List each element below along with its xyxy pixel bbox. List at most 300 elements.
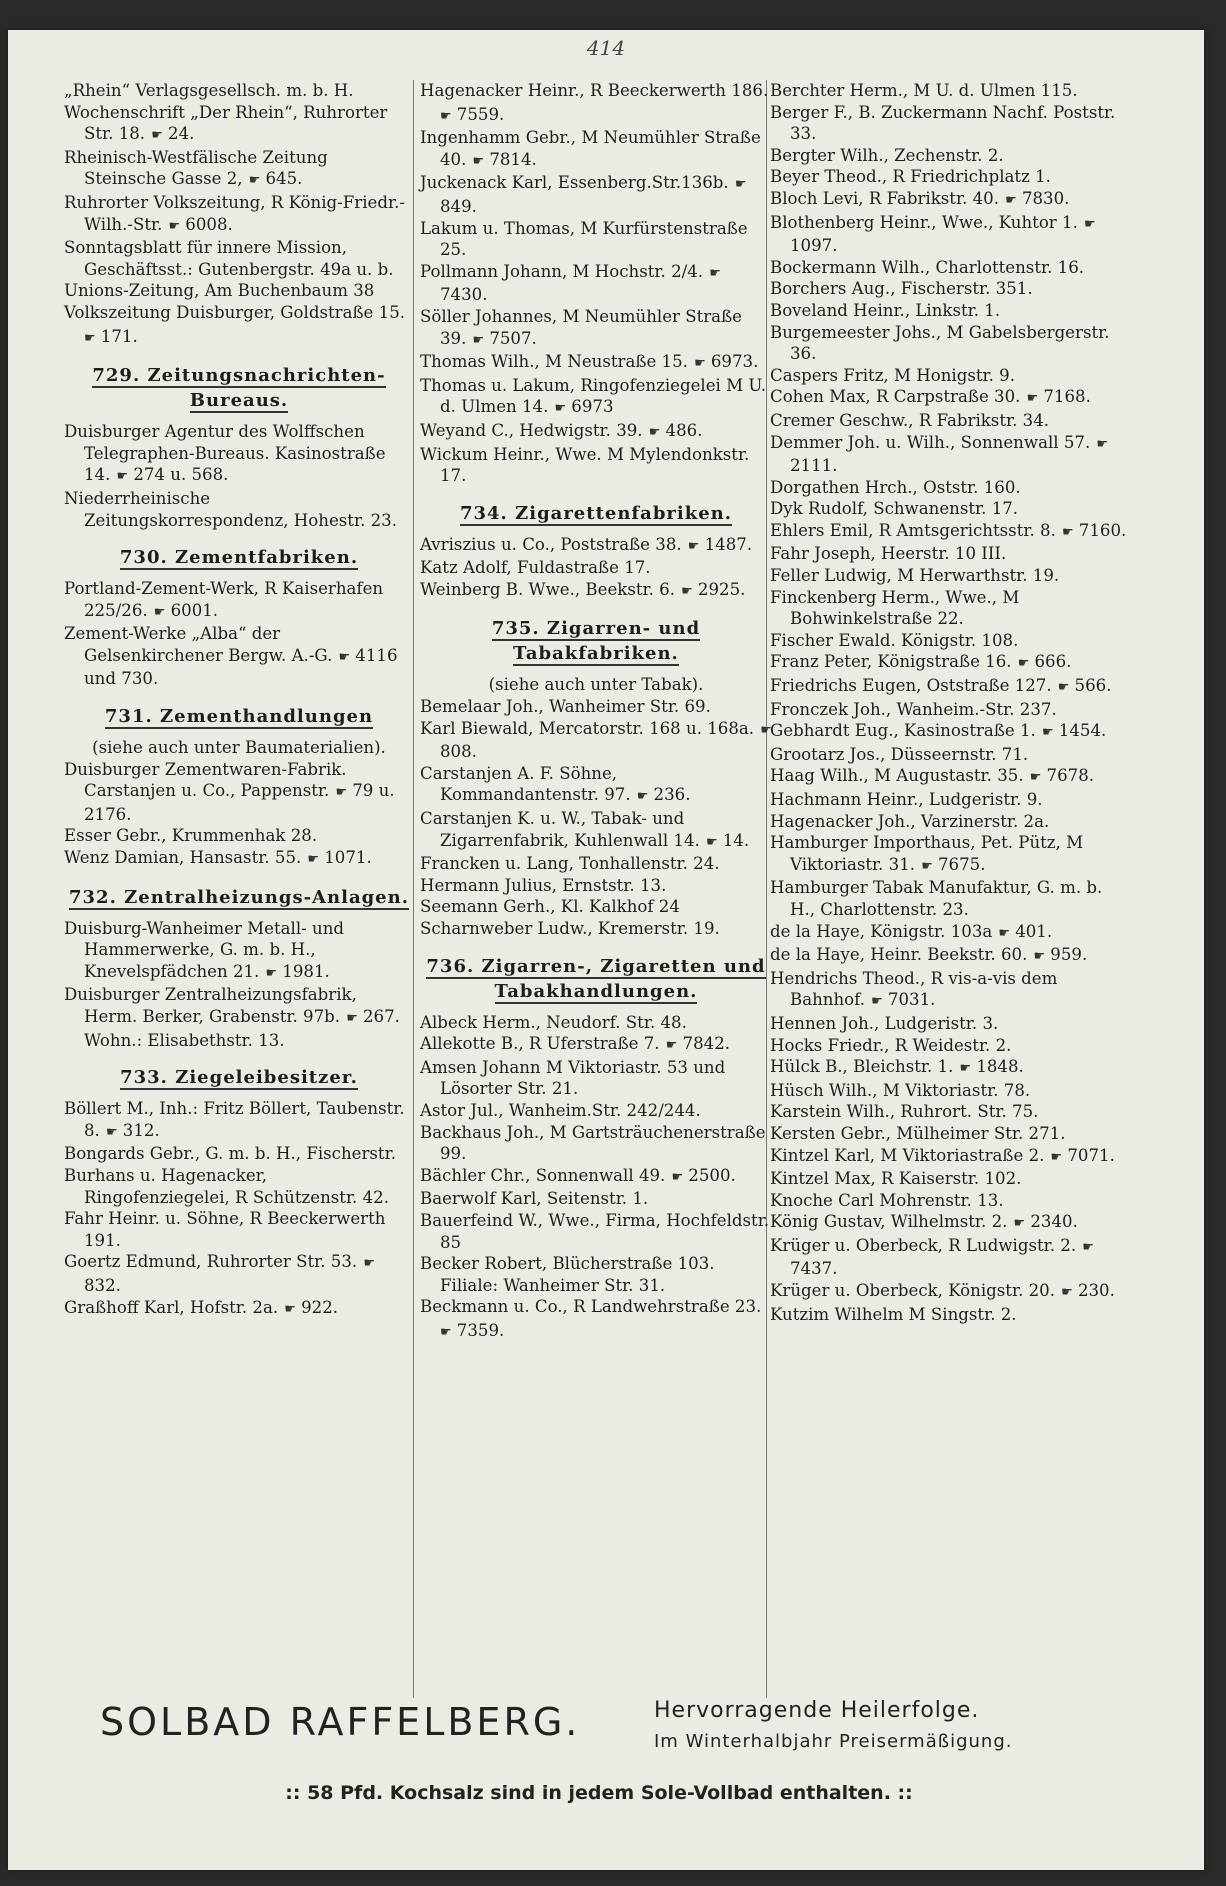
entry-text: Pollmann Johann, M Hochstr. 2/4.	[420, 261, 704, 281]
directory-entry	[64, 1098, 414, 1143]
phone-number: 849.	[440, 196, 477, 216]
entry-text: Thomas u. Lakum, Ringofenziegelei M U. d. Ulmen 14.	[420, 375, 767, 417]
entry-text: Weinberg B. Wwe., Beekstr. 6.	[420, 579, 675, 599]
entry-text: Burhans u. Hagenacker, Ringofenziegelei, R Schützenstr. 42.	[64, 1165, 389, 1207]
directory-entry	[64, 421, 414, 488]
entry-text: Niederrheinische Zeitungskorrespondenz, Hohestr. 23.	[64, 488, 398, 530]
entry-text: Hermann Julius, Ernststr. 13.	[420, 875, 667, 895]
phone-number: 922.	[301, 1297, 339, 1317]
phone-number: 4116 und 730.	[84, 645, 398, 689]
directory-entry	[64, 102, 414, 147]
telephone-pointer-icon: ☛	[918, 858, 935, 874]
directory-entry	[770, 877, 1130, 920]
entry-text: Carstanjen K. u. W., Tabak- und Zigarrenfabrik, Kuhlenwall 14.	[420, 809, 700, 850]
phone-number: 6008.	[185, 214, 233, 234]
telephone-pointer-icon: ☛	[1030, 949, 1048, 965]
section-heading	[64, 1065, 414, 1090]
telephone-pointer-icon: ☛	[1093, 436, 1108, 452]
phone-number: 7507.	[489, 328, 537, 348]
entry-text: Becker Robert, Blücherstraße 103. Filiale: Wanheimer Str. 31.	[420, 1254, 715, 1295]
directory-entry	[420, 1210, 772, 1253]
phone-number: 2500.	[688, 1165, 736, 1185]
telephone-pointer-icon: ☛	[102, 1124, 120, 1140]
directory-entry	[420, 127, 772, 172]
entry-text: Kintzel Karl, M Viktoriastraße 2.	[770, 1145, 1045, 1165]
phone-number: 171.	[100, 326, 138, 346]
entry-text: Bockermann Wilh., Charlottenstr. 16.	[770, 257, 1085, 277]
directory-entry	[770, 520, 1130, 544]
telephone-pointer-icon: ☛	[1058, 524, 1076, 540]
directory-entry	[420, 918, 772, 940]
telephone-pointer-icon: ☛	[150, 604, 168, 620]
entry-text: Ruhrorter Volkszeitung, R König-Friedr.-Wilh.-Str.	[64, 192, 405, 234]
telephone-pointer-icon: ☛	[84, 330, 98, 346]
directory-entry	[420, 1122, 772, 1165]
directory-entry	[64, 192, 414, 237]
entry-text: Bemelaar Joh., Wanheimer Str. 69.	[420, 697, 711, 717]
directory-entry	[420, 306, 772, 351]
entry-text: Weyand C., Hedwigstr. 39.	[420, 420, 643, 440]
phone-number: 808.	[440, 742, 477, 762]
entry-text: Hamburger Importhaus, Pet. Pütz, M Viktoriastr. 31.	[770, 833, 1084, 874]
phone-number: 1981.	[282, 961, 330, 981]
entry-text: Berchter Herm., M U. d. Ulmen 115.	[770, 81, 1078, 100]
entry-text: Kutzim Wilhelm M Singstr. 2.	[770, 1304, 1017, 1324]
directory-entry	[420, 351, 772, 375]
entry-text: Wenz Damian, Hansastr. 55.	[64, 848, 302, 868]
telephone-pointer-icon: ☛	[1054, 680, 1072, 696]
telephone-pointer-icon: ☛	[690, 356, 708, 372]
entry-text: Hennen Joh., Ludgeristr. 3.	[770, 1013, 999, 1033]
directory-entry	[420, 696, 772, 718]
telephone-pointer-icon: ☛	[757, 722, 771, 738]
entry-text: „Rhein“ Verlagsgesellsch. m. b. H.	[64, 81, 354, 100]
phone-number: 1071.	[324, 848, 372, 868]
directory-entry	[770, 1280, 1130, 1304]
phone-number: 959.	[1050, 945, 1088, 965]
directory-entry	[420, 375, 772, 420]
telephone-pointer-icon: ☛	[1047, 1149, 1065, 1165]
entry-text: Dorgathen Hrch., Oststr. 160.	[770, 477, 1021, 497]
entry-text: Finckenberg Herm., Wwe., M Bohwinkelstraße 22.	[770, 587, 1020, 629]
section-heading-text: 735. Zigarren- und Tabakfabriken.	[491, 618, 701, 665]
telephone-pointer-icon: ☛	[469, 153, 487, 169]
entry-text: Hagenacker Heinr., R Beeckerwerth 186.	[420, 81, 769, 100]
directory-entry	[64, 984, 414, 1051]
directory-entry	[770, 1304, 1130, 1326]
directory-entry	[420, 1296, 772, 1343]
directory-entry	[64, 80, 414, 102]
entry-text: Cohen Max, R Carpstraße 30.	[770, 387, 1021, 407]
section-heading-text: 736. Zigarren-, Zigaretten und Tabakhandlungen.	[426, 955, 766, 1002]
directory-entry	[64, 1208, 414, 1251]
entry-text: Duisburger Agentur des Wolffschen Telegraphen-Bureaus. Kasinostraße 14.	[64, 422, 386, 485]
directory-entry	[770, 1145, 1130, 1169]
directory-entry	[420, 579, 772, 603]
directory-entry	[420, 1012, 772, 1034]
phone-number: 230.	[1077, 1281, 1115, 1301]
entry-text: Dyk Rudolf, Schwanenstr. 17.	[770, 499, 1019, 519]
entry-text: Berger F., B. Zuckermann Nachf. Poststr. 33.	[770, 102, 1116, 144]
telephone-pointer-icon: ☛	[469, 332, 487, 348]
phone-number: 6973.	[710, 352, 759, 372]
telephone-pointer-icon: ☛	[731, 177, 746, 193]
directory-entry	[420, 557, 772, 579]
phone-number: 7842.	[682, 1034, 731, 1054]
phone-number: 7830.	[1021, 188, 1070, 208]
entry-text: Borchers Aug., Fischerstr. 351.	[770, 279, 1033, 299]
entry-text: Fischer Ewald. Königstr. 108.	[770, 630, 1019, 650]
entry-text: Duisburger Zentralheizungsfabrik, Herm. Berker, Grabenstr. 97b.	[64, 985, 357, 1026]
entry-text: Sonntagsblatt für innere Mission, Geschäftsst.: Gutenbergstr. 49a u. b.	[64, 238, 394, 279]
directory-entry	[64, 488, 414, 531]
phone-number: 7168.	[1043, 387, 1091, 407]
telephone-pointer-icon: ☛	[1023, 391, 1041, 407]
ad-title: SOLBAD RAFFELBERG.	[100, 1700, 581, 1744]
section-heading	[64, 704, 414, 729]
entry-text: Bongards Gebr., G. m. b. H., Fischerstr.	[64, 1144, 396, 1164]
telephone-pointer-icon: ☛	[956, 1061, 974, 1077]
telephone-pointer-icon: ☛	[245, 173, 263, 189]
entry-text: Bergter Wilh., Zechenstr. 2.	[770, 145, 1004, 165]
entry-text: Karstein Wilh., Ruhrort. Str. 75.	[770, 1102, 1039, 1122]
directory-entry	[770, 811, 1130, 833]
telephone-pointer-icon: ☛	[668, 1169, 686, 1185]
directory-entry	[420, 534, 772, 558]
entry-text: Söller Johannes, M Neumühler Straße 39.	[420, 306, 742, 348]
entry-text: Baerwolf Karl, Seitenstr. 1.	[420, 1189, 649, 1209]
phone-number: 267. Wohn.: Elisabethstr. 13.	[84, 1007, 400, 1050]
entry-text: König Gustav, Wilhelmstr. 2.	[770, 1212, 1008, 1232]
section-heading-text: 734. Zigarettenfabriken.	[459, 502, 733, 524]
section-heading-text: 732. Zentralheizungs-Anlagen.	[69, 886, 409, 908]
telephone-pointer-icon: ☛	[281, 1301, 299, 1317]
section-heading-text: 733. Ziegeleibesitzer.	[120, 1067, 358, 1089]
directory-entry	[770, 630, 1130, 652]
directory-entry	[64, 1143, 414, 1165]
phone-number: 24.	[168, 124, 195, 144]
section-heading-text: 729. Zeitungsnachrichten-Bureaus.	[92, 365, 386, 412]
directory-entry	[770, 278, 1130, 300]
entry-text: Hendrichs Theod., R vis-a-vis dem Bahnhof.	[770, 968, 1058, 1010]
directory-entry	[770, 1235, 1130, 1280]
directory-entry	[420, 1033, 772, 1057]
telephone-pointer-icon: ☛	[706, 265, 720, 281]
directory-entry	[420, 1165, 772, 1189]
entry-text: Haag Wilh., M Augustastr. 35.	[770, 766, 1024, 786]
entry-text: Rheinisch-Westfälische Zeitung Steinsche Gasse 2,	[64, 147, 328, 189]
entry-text: Hagenacker Joh., Varzinerstr. 2a.	[770, 811, 1050, 831]
phone-number: 401.	[1015, 921, 1053, 941]
entry-text: Duisburger Zementwaren-Fabrik. Carstanjen u. Co., Pappenstr.	[64, 759, 347, 801]
directory-entry	[770, 432, 1130, 477]
phone-number: 566.	[1074, 676, 1112, 696]
directory-entry	[770, 720, 1130, 744]
directory-entry	[770, 944, 1130, 968]
ad-price-note: Im Winterhalbjahr Preisermäßigung.	[654, 1731, 1013, 1752]
entry-text: Franz Peter, Königstraße 16.	[770, 652, 1012, 672]
telephone-pointer-icon: ☛	[645, 424, 663, 440]
entry-text: Backhaus Joh., M Gartsträuchenerstraße 99.	[420, 1122, 766, 1164]
entry-text: Katz Adolf, Fuldastraße 17.	[420, 558, 651, 578]
entry-text: Beyer Theod., R Friedrichplatz 1.	[770, 167, 1051, 187]
entry-text: Bächler Chr., Sonnenwall 49.	[420, 1165, 666, 1185]
entry-text: Kersten Gebr., Mülheimer Str. 271.	[770, 1123, 1066, 1143]
directory-entry	[420, 718, 772, 763]
phone-number: 6973	[571, 397, 614, 417]
directory-entry	[64, 1251, 414, 1296]
directory-entry	[64, 1165, 414, 1208]
ad-right-text	[654, 1698, 1114, 1752]
directory-page	[8, 30, 1204, 1870]
entry-text: Demmer Joh. u. Wilh., Sonnenwall 57.	[770, 432, 1091, 452]
entry-text: Avriszius u. Co., Poststraße 38.	[420, 534, 682, 554]
directory-entry	[770, 188, 1130, 212]
entry-text: Boveland Heinr., Linkstr. 1.	[770, 300, 1001, 320]
directory-entry	[770, 565, 1130, 587]
entry-text: Hüsch Wilh., M Viktoriastr. 78.	[770, 1080, 1031, 1100]
phone-number: 486.	[665, 420, 703, 440]
entry-text: Hachmann Heinr., Ludgeristr. 9.	[770, 790, 1043, 809]
phone-number: 1454.	[1058, 721, 1107, 741]
directory-entry	[770, 765, 1130, 789]
entry-text: Graßhoff Karl, Hofstr. 2a.	[64, 1297, 279, 1317]
phone-number: 7437.	[790, 1259, 838, 1279]
entry-text: Bauerfeind W., Wwe., Firma, Hochfeldstr. 85	[420, 1210, 770, 1252]
directory-entry	[770, 1168, 1130, 1190]
directory-entry	[770, 1035, 1130, 1057]
entry-text: Blothenberg Heinr., Wwe., Kuhtor 1.	[770, 212, 1078, 232]
entry-text: Caspers Fritz, M Honigstr. 9.	[770, 365, 1016, 385]
directory-entry	[770, 921, 1130, 945]
telephone-pointer-icon: ☛	[343, 1011, 360, 1026]
phone-number: 14.	[722, 830, 750, 850]
phone-number: 2111.	[790, 456, 838, 476]
directory-entry	[770, 386, 1130, 410]
column-right	[770, 80, 1130, 1325]
directory-entry	[770, 300, 1130, 322]
phone-number: 7031.	[887, 990, 936, 1010]
entry-text: Duisburg-Wanheimer Metall- und Hammerwerke, G. m. b. H., Knevelspfädchen 21.	[64, 918, 345, 981]
telephone-pointer-icon: ☛	[678, 583, 695, 599]
directory-entry	[420, 1100, 772, 1122]
entry-text: Goertz Edmund, Ruhrorter Str. 53.	[64, 1252, 358, 1272]
phone-number: 7814.	[489, 149, 537, 169]
telephone-pointer-icon: ☛	[335, 649, 353, 665]
directory-entry	[420, 896, 772, 918]
section-heading	[64, 363, 414, 413]
directory-entry	[420, 853, 772, 875]
directory-entry	[770, 699, 1130, 721]
entry-text: Gebhardt Eug., Kasinostraße 1.	[770, 721, 1036, 741]
directory-entry	[64, 623, 414, 690]
directory-entry	[770, 1080, 1130, 1102]
section-heading	[64, 885, 414, 910]
entry-text: Fahr Heinr. u. Söhne, R Beeckerwerth 191.	[64, 1209, 386, 1250]
telephone-pointer-icon: ☛	[684, 538, 702, 554]
section-heading	[420, 954, 772, 1004]
directory-entry	[64, 237, 414, 280]
telephone-pointer-icon: ☛	[1014, 656, 1032, 672]
directory-entry	[770, 145, 1130, 167]
telephone-pointer-icon: ☛	[551, 401, 569, 417]
telephone-pointer-icon: ☛	[440, 1324, 454, 1340]
advertisement-solbad-raffelberg	[74, 1698, 1124, 1858]
directory-entry	[420, 875, 772, 897]
entry-text: Francken u. Lang, Tonhallenstr. 24.	[420, 854, 720, 874]
directory-entry	[420, 763, 772, 808]
directory-entry	[64, 759, 414, 826]
entry-text: Lakum u. Thomas, M Kurfürstenstraße 25.	[420, 218, 748, 260]
phone-number: 1487.	[704, 534, 753, 554]
directory-entry	[770, 744, 1130, 766]
entry-text: Knoche Carl Mohrenstr. 13.	[770, 1190, 1004, 1210]
telephone-pointer-icon: ☛	[148, 128, 166, 144]
directory-entry	[64, 302, 414, 349]
telephone-pointer-icon: ☛	[867, 994, 885, 1010]
telephone-pointer-icon: ☛	[702, 834, 720, 850]
entry-text: Karl Biewald, Mercatorstr. 168 u. 168a.	[420, 718, 755, 738]
telephone-pointer-icon: ☛	[633, 789, 651, 805]
directory-entry	[770, 322, 1130, 365]
directory-entry	[64, 578, 414, 623]
directory-entry	[420, 261, 772, 306]
phone-number: 236.	[653, 785, 691, 805]
entry-text: Wochenschrift „Der Rhein“, Ruhrorter Str. 18.	[64, 102, 388, 144]
phone-number: 1848.	[976, 1057, 1024, 1077]
phone-number: 7559.	[456, 104, 505, 124]
column-middle	[420, 80, 772, 1344]
phone-number: 312.	[122, 1120, 160, 1140]
entry-text: Esser Gebr., Krummenhak 28.	[64, 826, 318, 846]
entry-text: Albeck Herm., Neudorf. Str. 48.	[420, 1012, 687, 1032]
phone-number: 6001.	[170, 600, 219, 620]
directory-entry	[64, 847, 414, 871]
entry-text: Krüger u. Oberbeck, Königstr. 20.	[770, 1281, 1056, 1301]
directory-entry	[770, 789, 1130, 811]
entry-text: Fahr Joseph, Heerstr. 10 III.	[770, 544, 1007, 564]
telephone-pointer-icon: ☛	[662, 1038, 680, 1054]
telephone-pointer-icon: ☛	[1002, 192, 1019, 208]
section-note: (siehe auch unter Baumaterialien).	[92, 738, 386, 758]
phone-number: 666.	[1034, 652, 1072, 672]
telephone-pointer-icon: ☛	[262, 965, 280, 981]
telephone-pointer-icon: ☛	[1026, 770, 1044, 786]
entry-text: Friedrichs Eugen, Oststraße 127.	[770, 676, 1052, 696]
entry-text: Amsen Johann M Viktoriastr. 53 und Lösorter Str. 21.	[420, 1057, 726, 1099]
phone-number: 1097.	[790, 236, 838, 256]
entry-text: Böllert M., Inh.: Fritz Böllert, Taubenstr. 8.	[64, 1099, 405, 1140]
telephone-pointer-icon: ☛	[360, 1256, 374, 1272]
section-heading-text: 730. Zementfabriken.	[119, 547, 359, 569]
column-left	[64, 80, 414, 1320]
entry-text: Hülck B., Bleichstr. 1.	[770, 1057, 954, 1077]
directory-entry	[420, 808, 772, 853]
directory-entry	[420, 80, 772, 127]
directory-entry	[770, 651, 1130, 675]
directory-entry	[420, 1057, 772, 1100]
phone-number: 7430.	[440, 285, 488, 305]
phone-number: 832.	[84, 1275, 121, 1295]
entry-text: Wickum Heinr., Wwe. M Mylendonkstr. 17.	[420, 444, 750, 486]
entry-text: Unions-Zeitung, Am Buchenbaum 38	[64, 281, 375, 301]
entry-text: Fronczek Joh., Wanheim.-Str. 237.	[770, 699, 1057, 719]
directory-entry	[64, 147, 414, 192]
directory-entry	[64, 918, 414, 985]
entry-text: Volkszeitung Duisburger, Goldstraße 15.	[64, 302, 406, 322]
entry-text: Grootarz Jos., Düsseernstr. 71.	[770, 744, 1029, 764]
section-heading	[420, 616, 772, 666]
directory-entry	[770, 80, 1130, 102]
entry-text: Kintzel Max, R Kaiserstr. 102.	[770, 1169, 1022, 1189]
telephone-pointer-icon: ☛	[1010, 1216, 1028, 1232]
entry-text: Scharnweber Ludw., Kremerstr. 19.	[420, 919, 720, 938]
section-heading	[64, 545, 414, 570]
telephone-pointer-icon: ☛	[304, 852, 322, 868]
entry-text: Allekotte B., R Uferstraße 7.	[420, 1034, 660, 1054]
directory-entry	[420, 420, 772, 444]
directory-entry	[770, 1211, 1130, 1235]
directory-entry	[770, 587, 1130, 630]
directory-entry	[770, 102, 1130, 145]
entry-text: de la Haye, Heinr. Beekstr. 60.	[770, 945, 1028, 965]
telephone-pointer-icon: ☛	[995, 925, 1013, 941]
entry-text: Cremer Geschw., R Fabrikstr. 34.	[770, 410, 1050, 430]
directory-entry	[64, 1297, 414, 1321]
entry-text: Zement-Werke „Alba“ der Gelsenkirchener Bergw. A.-G.	[64, 624, 333, 665]
phone-number: 2925.	[697, 579, 746, 599]
directory-entry	[770, 675, 1130, 699]
entry-text: Ingenhamm Gebr., M Neumühler Straße 40.	[420, 128, 761, 169]
directory-entry	[770, 477, 1130, 499]
phone-number: 274 u. 568.	[133, 465, 229, 485]
telephone-pointer-icon: ☛	[440, 108, 454, 124]
entry-text: Ehlers Emil, R Amtsgerichtsstr. 8.	[770, 520, 1056, 540]
ad-bottom-line: :: 58 Pfd. Kochsalz sind in jedem Sole-Vollbad enthalten. ::	[285, 1782, 913, 1804]
entry-text: Portland-Zement-Werk, R Kaiserhafen 225/26.	[64, 579, 384, 620]
section-heading	[420, 501, 772, 526]
directory-entry	[770, 1190, 1130, 1212]
directory-entry	[770, 832, 1130, 877]
directory-entry	[420, 1188, 772, 1210]
entry-text: Hocks Friedr., R Weidestr. 2.	[770, 1035, 1012, 1055]
directory-entry	[64, 280, 414, 302]
directory-entry	[770, 543, 1130, 565]
directory-entry	[420, 444, 772, 487]
phone-number: 2340.	[1030, 1212, 1078, 1232]
phone-number: 7160.	[1078, 520, 1127, 540]
directory-entry	[770, 257, 1130, 279]
section-note: (siehe auch unter Tabak).	[488, 675, 704, 695]
directory-entry	[64, 825, 414, 847]
page-number: 414	[586, 36, 626, 60]
phone-number: 7675.	[938, 854, 986, 874]
telephone-pointer-icon: ☛	[165, 218, 183, 234]
directory-entry	[770, 410, 1130, 432]
directory-entry	[770, 212, 1130, 257]
phone-number: 7071.	[1067, 1145, 1115, 1165]
phone-number: 79 u. 2176.	[84, 781, 395, 824]
entry-text: Thomas Wilh., M Neustraße 15.	[420, 352, 688, 372]
entry-text: Krüger u. Oberbeck, R Ludwigstr. 2.	[770, 1235, 1077, 1255]
entry-text: de la Haye, Königstr. 103a	[770, 921, 993, 941]
directory-entry	[420, 1253, 772, 1296]
phone-number: 645.	[265, 169, 303, 189]
entry-text: Carstanjen A. F. Söhne, Kommandantenstr. 97.	[420, 763, 631, 805]
phone-number: 7678.	[1046, 766, 1095, 786]
telephone-pointer-icon: ☛	[332, 785, 350, 801]
telephone-pointer-icon: ☛	[1080, 216, 1095, 232]
